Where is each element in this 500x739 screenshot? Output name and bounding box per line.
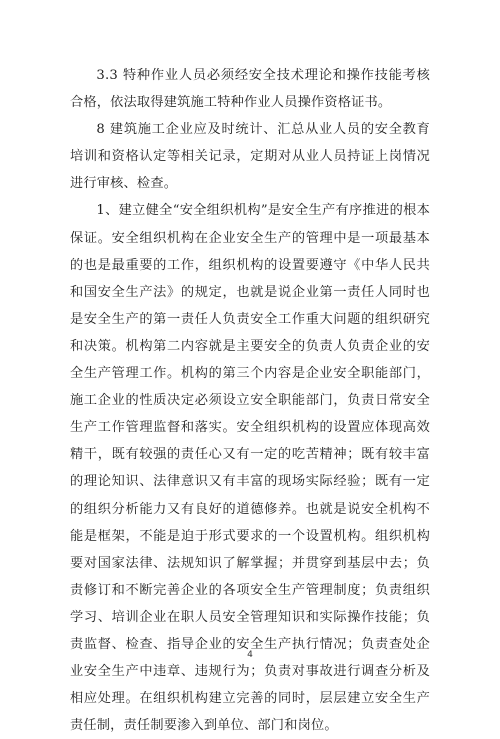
- document-body: [70, 62, 430, 739]
- paragraph-special-operators: 3.3 特种作业人员必须经安全技术理论和操作技能考核合格，依法取得建筑施工特种作业人员操作资格证书。: [70, 68, 430, 111]
- paragraph-training-records: 8 建筑施工企业应及时统计、汇总从业人员的安全教育培训和资格认定等相关记录，定期对从业人员持证上岗情况进行审核、检查。: [70, 122, 430, 192]
- page-number: 4: [247, 650, 253, 660]
- paragraph-safety-organization: 1、建立健全“安全组织机构”是安全生产有序推进的根本保证。安全组织机构在企业安全生产的管理中是一项最基本的也是最重要的工作，组织机构的设置要遵守《中华人民共和国安全生产法》的规定，也就是说企业第一责任人同时也是安全生产的第一责任人负责安全工作重大问题的组织研究和决策。机构第二内容就是主要安全的负责人负责企业的安全生产管理工作。机构的第三个内容是企业安全职能部门，施工企业的性质决定必须设立安全职能部门，负责日常安全生产工作管理监督和落实。安全组织机构的设置应体现高效精干，既有较强的责任心又有一定的吃苦精神；既有较丰富的理论知识、法律意识又有丰富的现场实际经验；既有一定的组织分析能力又有良好的道德修养。也就是说安全机构不能是框架，不能是迫于形式要求的一个设置机构。组织机构要对国家法律、法规知识了解掌握；并贯穿到基层中去；负责修订和不断完善企业的各项安全生产管理制度；负责组织学习、培训企业在职人员安全管理知识和实际操作技能；负责监督、检查、指导企业的安全生产执行情况；负责查处企业安全生产中违章、违规行为；负责对事故进行调查分析及相应处理。在组织机构建立完善的同时，层层建立安全生产责任制，责任制要渗入到单位、部门和岗位。: [70, 203, 430, 734]
